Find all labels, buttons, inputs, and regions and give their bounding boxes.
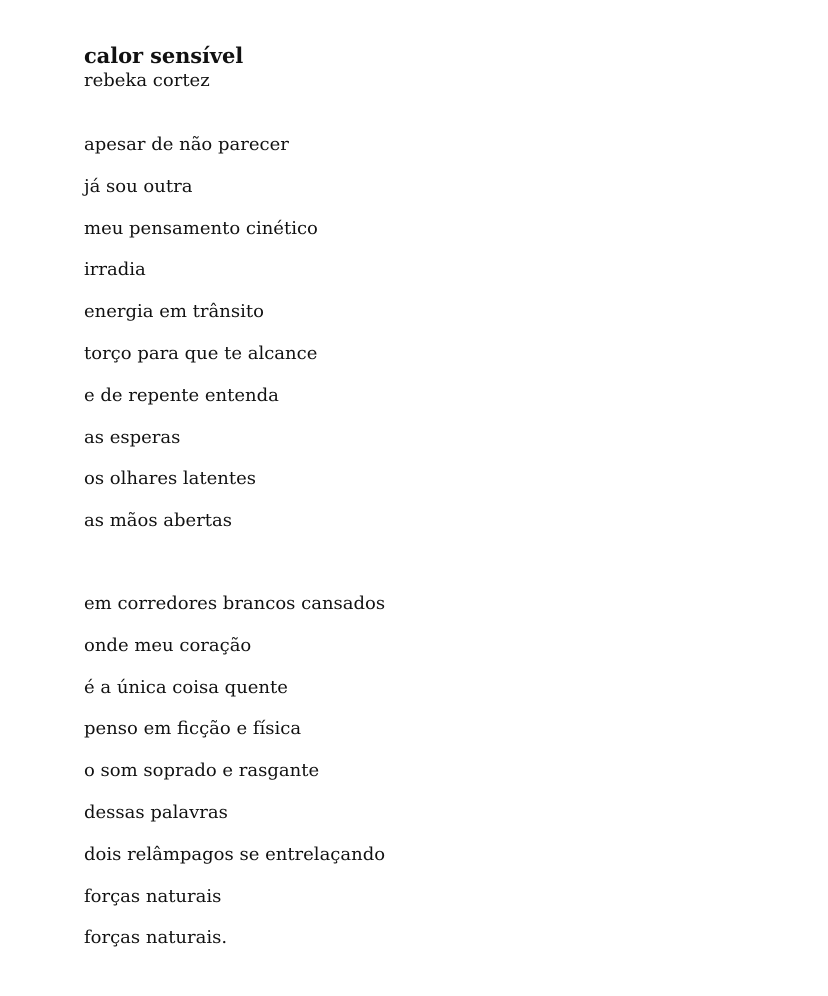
verse-line: penso em ficção e física — [84, 718, 302, 740]
verse-line: as esperas — [84, 426, 181, 448]
verse-line: irradia — [84, 259, 146, 281]
stanza-1 — [84, 133, 318, 551]
verse-line: meu pensamento cinético — [84, 217, 318, 239]
verse-line: onde meu coração — [84, 634, 252, 656]
verse-line: é a única coisa quente — [84, 676, 288, 698]
verse-line: apesar de não parecer — [84, 134, 289, 155]
verse-line: torço para que te alcance — [84, 342, 318, 364]
verse-line: energia em trânsito — [84, 301, 264, 323]
verse-line: em corredores brancos cansados — [84, 593, 386, 614]
verse-line: e de repente entenda — [84, 384, 279, 406]
verse-line: as mãos abertas — [84, 510, 232, 532]
poem-title: calor sensível — [84, 43, 244, 68]
verse-line: forças naturais. — [84, 927, 228, 949]
verse-line: o som soprado e rasgante — [84, 760, 320, 782]
verse-line: já sou outra — [84, 175, 193, 197]
verse-line: dois relâmpagos se entrelaçando — [84, 843, 386, 865]
poem-author: rebeka cortez — [84, 70, 210, 91]
verse-line: os olhares latentes — [84, 468, 257, 490]
stanza-2 — [84, 592, 385, 968]
verse-line: dessas palavras — [84, 801, 228, 823]
verse-line: forças naturais — [84, 885, 222, 907]
